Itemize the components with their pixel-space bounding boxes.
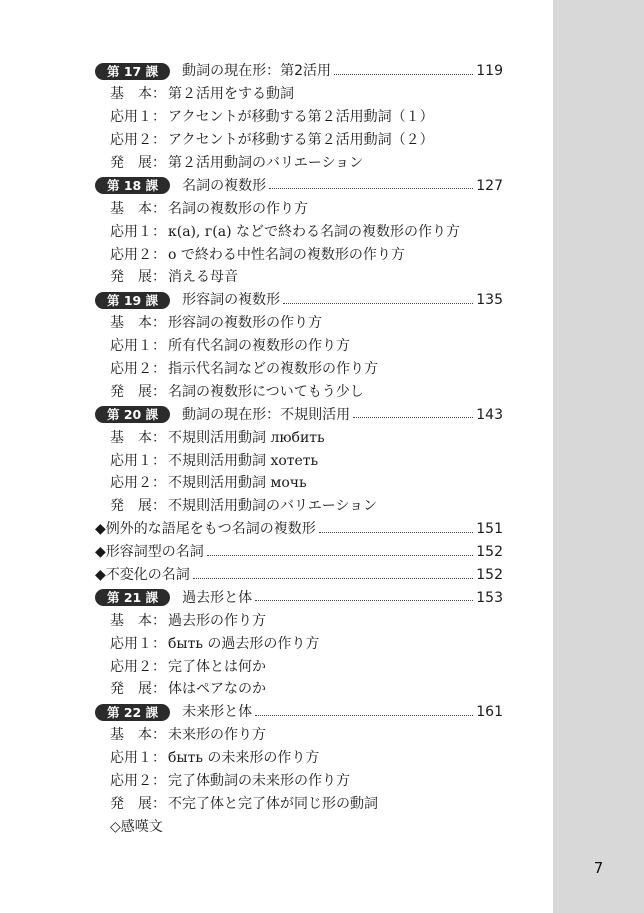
- bullet-title: ◆形容詞型の名詞: [95, 544, 204, 561]
- subentry-text: 不規則活用動詞 мочь: [168, 475, 307, 492]
- lesson-number-badge: 第 18 課: [95, 177, 170, 194]
- dot-leader: [255, 715, 473, 716]
- toc-lesson-entry: [95, 701, 503, 724]
- subentry-label: 基 本：: [110, 727, 166, 744]
- subentry-text: 第２活用をする動詞: [168, 86, 294, 103]
- subentry-label: 発 展：: [110, 269, 166, 286]
- subentry-text: о で終わる中性名詞の複数形の作り方: [168, 246, 405, 263]
- subentry-label: 応用１：: [110, 109, 166, 126]
- page-ref: 152: [476, 544, 503, 561]
- subentry-label: 応用２：: [110, 246, 166, 263]
- page-ref: 152: [476, 567, 503, 584]
- lesson-number-badge: 第 22 課: [95, 704, 170, 721]
- toc-subentry: [95, 358, 503, 381]
- toc-subentry: [95, 380, 503, 403]
- lesson-number-badge: 第 19 課: [95, 292, 170, 309]
- toc-subentry: [95, 312, 503, 335]
- subentry-label: 応用２：: [110, 475, 166, 492]
- subentry-label: 発 展：: [110, 498, 166, 515]
- page-ref: 161: [476, 704, 503, 721]
- toc-subentry: [95, 243, 503, 266]
- toc-subentry: [95, 609, 503, 632]
- page-ref: 135: [476, 292, 503, 309]
- subentry-text: アクセントが移動する第２活用動詞（２）: [168, 132, 434, 149]
- subentry-label: 応用２：: [110, 132, 166, 149]
- page-ref: 119: [476, 63, 503, 80]
- subentry-label: 応用１：: [110, 338, 166, 355]
- lesson-number-badge: 第 20 課: [95, 406, 170, 423]
- subentry-text: 体はペアなのか: [168, 681, 266, 698]
- toc-bullet-entry: [95, 564, 503, 587]
- dot-leader: [319, 532, 473, 533]
- subentry-label: 応用２：: [110, 773, 166, 790]
- toc-lesson-entry: [95, 403, 503, 426]
- lesson-title: 動詞の現在形：第2活用: [182, 63, 332, 80]
- toc-subentry: [95, 793, 503, 816]
- subentry-label: 発 展：: [110, 155, 166, 171]
- toc-subentry: [95, 197, 503, 220]
- toc-subentry: [95, 632, 503, 655]
- toc-lesson-entry: [95, 289, 503, 312]
- dot-leader: [193, 578, 473, 579]
- subentry-label: 発 展：: [110, 681, 166, 698]
- page-ref: 151: [476, 521, 503, 538]
- toc-subentry: [95, 426, 503, 449]
- toc-subentry: [95, 495, 503, 518]
- subentry-text: 消える母音: [168, 269, 238, 286]
- lesson-title: 動詞の現在形：不規則活用: [182, 406, 351, 423]
- toc-lesson-entry: [95, 586, 503, 609]
- subentry-text: 完了体動詞の未来形の作り方: [168, 773, 350, 790]
- toc-bullet-entry: [95, 541, 503, 564]
- subentry-text: 不規則活用動詞 хотеть: [168, 452, 319, 469]
- page-ref: 153: [476, 589, 503, 606]
- lesson-title: 形容詞の複数形: [182, 292, 281, 309]
- subentry-text: 名詞の複数形の作り方: [168, 200, 308, 217]
- subentry-label: 基 本：: [110, 315, 166, 332]
- toc-subentry: [95, 266, 503, 289]
- subentry-text: アクセントが移動する第２活用動詞（１）: [168, 109, 434, 126]
- lesson-title: 過去形と体: [182, 589, 253, 606]
- subentry-label: 応用２：: [110, 361, 166, 378]
- bullet-title: ◆例外的な語尾をもつ名詞の複数形: [95, 521, 316, 538]
- subentry-text: 名詞の複数形についてもう少し: [168, 383, 364, 400]
- dot-leader: [283, 303, 473, 304]
- subentry-text: к(а), г(а) などで終わる名詞の複数形の作り方: [168, 223, 460, 240]
- dot-leader: [334, 74, 473, 75]
- subentry-text: 形容詞の複数形の作り方: [168, 315, 322, 332]
- dot-leader: [269, 188, 473, 189]
- toc-subentry: [95, 129, 503, 152]
- toc-subentry: [95, 724, 503, 747]
- page-ref: 127: [476, 177, 503, 194]
- subentry-label: 発 展：: [110, 795, 166, 812]
- toc-subentry: [95, 472, 503, 495]
- subentry-label: 発 展：: [110, 383, 166, 400]
- subentry-text: 完了体とは何か: [168, 658, 266, 675]
- lesson-number-badge: 第 21 課: [95, 589, 170, 606]
- toc-subentry: [95, 152, 503, 175]
- table-of-contents: [95, 60, 503, 838]
- toc-subentry: [95, 770, 503, 793]
- toc-subentry: [95, 747, 503, 770]
- toc-plain-entry: [95, 815, 503, 838]
- subentry-text: быть の過去形の作り方: [168, 635, 320, 652]
- subentry-label: 応用１：: [110, 635, 166, 652]
- subentry-label: 応用１：: [110, 750, 166, 767]
- toc-subentry: [95, 678, 503, 701]
- page-side-margin: [553, 0, 644, 913]
- bullet-title: ◆不変化の名詞: [95, 567, 190, 584]
- subentry-text: 過去形の作り方: [168, 612, 266, 629]
- dot-leader: [207, 555, 473, 556]
- subentry-label: 応用１：: [110, 223, 166, 240]
- subentry-text: быть の未来形の作り方: [168, 750, 320, 767]
- toc-subentry: [95, 335, 503, 358]
- subentry-label: 基 本：: [110, 86, 166, 103]
- lesson-number-badge: 第 17 課: [95, 63, 170, 80]
- toc-lesson-entry: [95, 60, 503, 83]
- toc-bullet-entry: [95, 518, 503, 541]
- subentry-text: 未来形の作り方: [168, 727, 266, 744]
- lesson-title: 名詞の複数形: [182, 177, 267, 194]
- subentry-text: 不規則活用動詞 любить: [168, 429, 325, 446]
- toc-lesson-entry: [95, 174, 503, 197]
- subentry-label: 応用１：: [110, 452, 166, 469]
- toc-subentry: [95, 655, 503, 678]
- toc-subentry: [95, 449, 503, 472]
- subentry-text: 所有代名詞の複数形の作り方: [168, 338, 350, 355]
- subentry-label: 基 本：: [110, 429, 166, 446]
- toc-subentry: [95, 106, 503, 129]
- subentry-label: 応用２：: [110, 658, 166, 675]
- page-ref: 143: [476, 406, 503, 423]
- subentry-label: 基 本：: [110, 200, 166, 217]
- subentry-text: 指示代名詞などの複数形の作り方: [168, 361, 378, 378]
- plain-entry-text: ◇感嘆文: [110, 818, 163, 835]
- subentry-label: 基 本：: [110, 612, 166, 629]
- dot-leader: [353, 417, 473, 418]
- subentry-text: 第２活用動詞のバリエーション: [168, 155, 364, 171]
- lesson-title: 未来形と体: [182, 704, 253, 721]
- subentry-text: 不規則活用動詞のバリエーション: [168, 498, 378, 515]
- page-number: 7: [593, 859, 604, 877]
- dot-leader: [255, 600, 473, 601]
- subentry-text: 不完了体と完了体が同じ形の動詞: [168, 795, 378, 812]
- toc-subentry: [95, 83, 503, 106]
- toc-subentry: [95, 220, 503, 243]
